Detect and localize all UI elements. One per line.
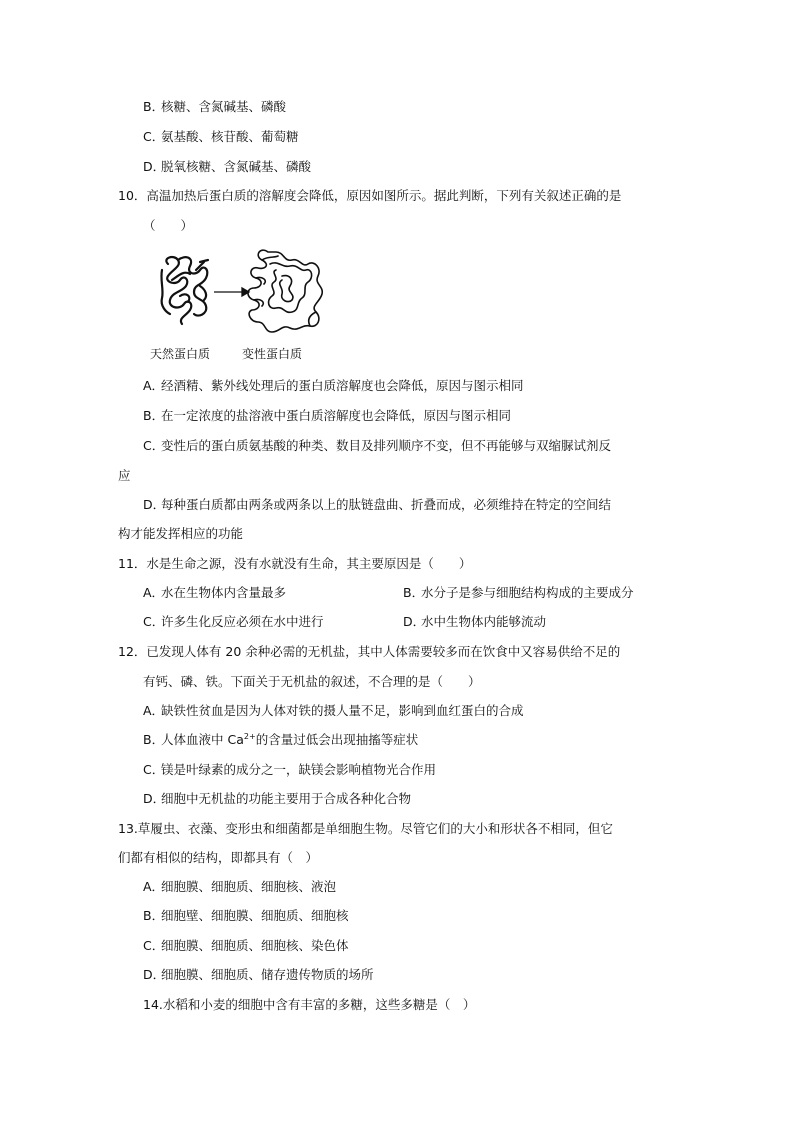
option-letter: B． [403,585,425,600]
option-letter: A． [143,378,165,393]
option-letter: C． [143,762,165,777]
native-protein-label: 天然蛋白质 [150,347,211,361]
question-stem-number: 20 [225,644,242,659]
option-text: 镁是叶绿素的成分之一，缺镁会影响植物光合作用 [161,762,437,777]
option-text: 许多生化反应必须在水中进行 [161,614,324,629]
option-letter: C． [143,438,165,453]
option-letter: B． [143,908,165,923]
option-letter: D． [143,159,166,174]
option-letter: D． [143,791,166,806]
q13-option-b [143,908,349,924]
question-number: 10． [118,188,147,203]
denatured-protein-label: 变性蛋白质 [242,347,303,361]
q13-stem-line1 [118,821,613,837]
denatured-protein-drawing [248,250,322,332]
option-letter: C． [143,938,165,953]
option-text: 氨基酸、核苷酸、葡萄糖 [161,129,299,144]
question-number: 14. [143,997,163,1012]
q10-option-d-continuation: 构才能发挥相应的功能 [118,526,244,541]
q12-option-a [143,703,524,719]
q11-option-b [403,585,634,601]
option-text: 每种蛋白质都由两条或两条以上的肽链盘曲、折叠而成，必须维持在特定的空间结 [161,497,612,512]
q13-option-a [143,879,336,895]
option-letter: D． [143,497,166,512]
option-letter: A． [143,703,165,718]
q12-option-b [143,732,418,748]
option-text-pre: 人体血液中 [161,732,224,747]
option-text: 经酒精、紫外线处理后的蛋白质溶解度也会降低，原因与图示相同 [161,378,524,393]
ion-charge: 2+ [243,732,256,741]
ion-symbol: Ca [227,732,244,747]
q11-option-c [143,614,324,630]
option-text: 在一定浓度的盐溶液中蛋白质溶解度也会降低，原因与图示相同 [161,408,512,423]
option-text: 水在生物体内含量最多 [161,585,287,600]
option-text-post: 的含量过低会出现抽搐等症状 [255,732,419,747]
q10-option-c [143,438,611,454]
q12-stem-line1 [118,644,620,660]
question-number: 12． [118,644,147,659]
q11-stem [118,556,471,572]
option-text: 细胞膜、细胞质、细胞核、染色体 [161,938,349,953]
question-stem: 高温加热后蛋白质的溶解度会降低，原因如图所示。据此判断，下列有关叙述正确的是 [146,188,622,203]
q11-option-a [143,585,286,601]
denature-arrow [214,288,249,296]
q11-option-d [403,614,546,630]
option-text: 核糖、含氮碱基、磷酸 [161,99,287,114]
question-number: 13. [118,821,138,836]
option-letter: A． [143,585,165,600]
option-text: 变性后的蛋白质氨基酸的种类、数目及排列顺序不变，但不再能够与双缩脲试剂反 [161,438,612,453]
option-letter: B． [143,408,165,423]
option-text: 细胞膜、细胞质、储存遗传物质的场所 [161,967,374,982]
option-text: 细胞膜、细胞质、细胞核、液泡 [161,879,337,894]
q13-stem-line2: 们都有相似的结构，即都具有（ ） [118,850,319,865]
question-stem: 水是生命之源，没有水就没有生命，其主要原因是（ ） [146,556,472,571]
question-stem-part: 余种必需的无机盐，其中人体需要较多而在饮食中又容易供给不足的 [245,644,621,659]
q10-stem-line2: （ ） [143,218,194,233]
option-letter: B． [143,99,165,114]
calcium-ion [228,732,256,747]
option-text: 水分子是参与细胞结构构成的主要成分 [421,585,634,600]
q10-option-b [143,408,511,424]
question-number: 11． [118,556,147,571]
option-letter: D． [403,614,426,629]
option-letter: C． [143,614,165,629]
q14-stem [143,997,475,1013]
question-stem: 水稻和小麦的细胞中含有丰富的多糖，这些多糖是（ ） [162,997,476,1012]
option-text: 脱氧核糖、含氮碱基、磷酸 [161,159,312,174]
q12-option-d [143,791,411,807]
q12-stem-line2: 有钙、磷、铁。下面关于无机盐的叙述，不合理的是（ ） [143,674,481,689]
option-letter: B． [143,732,165,747]
option-text: 水中生物体内能够流动 [421,614,547,629]
question-stem-part: 已发现人体有 [146,644,222,659]
q10-option-a [143,378,524,394]
option-letter: D． [143,967,166,982]
option-text: 细胞中无机盐的功能主要用于合成各种化合物 [161,791,412,806]
option-letter: A． [143,879,165,894]
q10-option-d [143,497,611,513]
option-text: 缺铁性贫血是因为人体对铁的摄人量不足，影响到血红蛋白的合成 [161,703,524,718]
q13-option-c [143,938,349,954]
q9-option-b [143,99,286,115]
q9-option-c [143,129,299,145]
option-text: 细胞壁、细胞膜、细胞质、细胞核 [161,908,349,923]
question-stem: 草履虫、衣藻、变形虫和细菌都是单细胞生物。尽管它们的大小和形状各不相同，但它 [137,821,613,836]
q9-option-d [143,159,311,175]
q13-option-d [143,967,374,983]
q12-option-c [143,762,436,778]
q10-stem-line1 [118,188,621,204]
option-letter: C． [143,129,165,144]
native-protein-drawing [161,257,208,324]
q10-option-c-continuation: 应 [118,468,131,483]
